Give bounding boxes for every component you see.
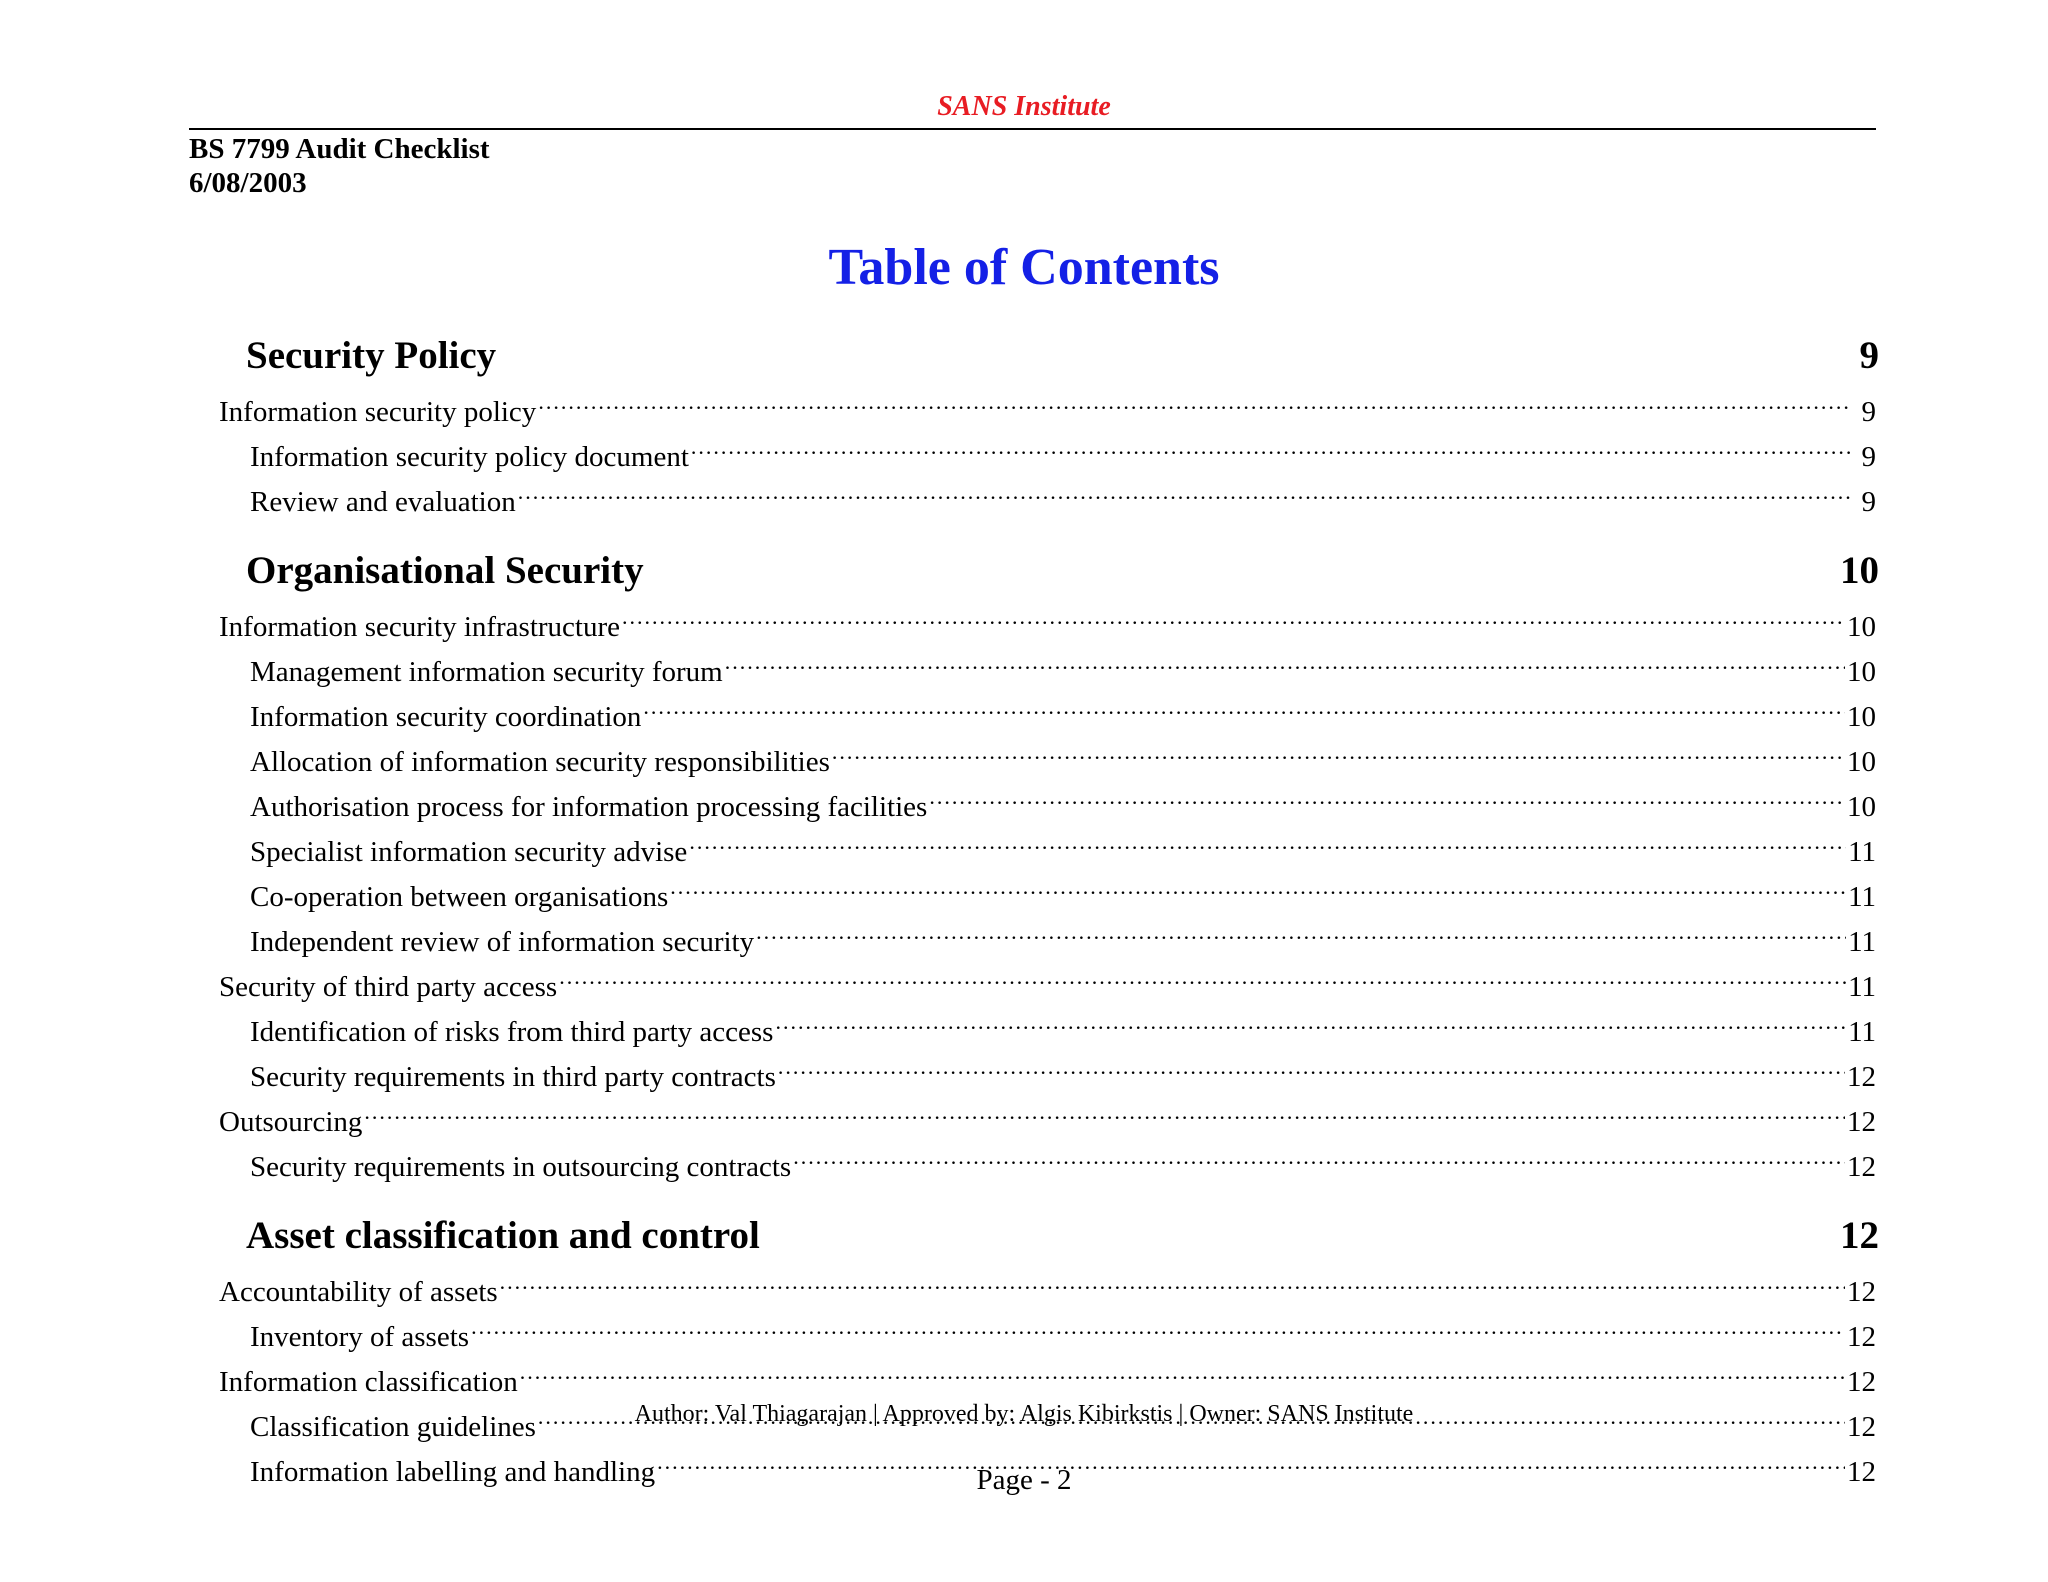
toc-entry[interactable] xyxy=(219,780,1879,825)
toc-entry-page: 9 xyxy=(1861,396,1876,428)
toc-section-title: Organisational Security xyxy=(246,549,644,592)
toc-entry[interactable] xyxy=(219,1095,1879,1140)
toc-entry[interactable] xyxy=(219,1265,1879,1310)
toc-dot-leader xyxy=(793,1140,1845,1176)
toc-entry-page: 10 xyxy=(1847,746,1876,778)
toc-section xyxy=(219,1211,1879,1490)
toc-section-title: Asset classification and control xyxy=(246,1214,760,1257)
toc-entry-page: 11 xyxy=(1848,881,1876,913)
toc-entry-page: 12 xyxy=(1847,1366,1876,1398)
toc-entry-label: Accountability of assets xyxy=(219,1276,498,1308)
toc-dot-leader xyxy=(670,870,1846,906)
toc-section-heading[interactable] xyxy=(219,1211,1879,1261)
toc-entry-page: 9 xyxy=(1861,486,1876,518)
toc-entry-page: 12 xyxy=(1847,1456,1876,1488)
toc-entry-label: Co-operation between organisations xyxy=(250,881,669,913)
toc-section-page: 12 xyxy=(1840,1214,1879,1257)
toc-entry-label: Information security coordination xyxy=(250,701,642,733)
toc-entry[interactable] xyxy=(219,1310,1879,1355)
toc-entry-label: Independent review of information security xyxy=(250,926,755,958)
toc-entry-page: 11 xyxy=(1848,836,1876,868)
toc-entry-page: 10 xyxy=(1847,791,1876,823)
toc-entry[interactable] xyxy=(219,690,1879,735)
toc-entry[interactable] xyxy=(219,915,1879,960)
toc-entry-label: Authorisation process for information processing facilities xyxy=(250,791,928,823)
toc-entry[interactable] xyxy=(219,735,1879,780)
toc-dot-leader xyxy=(559,960,1846,996)
toc-entry-page: 12 xyxy=(1847,1106,1876,1138)
footer-page-number: Page - 2 xyxy=(976,1464,1072,1496)
running-head: SANS Institute xyxy=(937,91,1111,122)
toc-entry-page: 10 xyxy=(1847,611,1876,643)
toc-entry-label: Security requirements in outsourcing contracts xyxy=(250,1151,792,1183)
toc-entry[interactable] xyxy=(219,1005,1879,1050)
toc-entry-label: Review and evaluation xyxy=(250,486,516,518)
toc-entry-page: 12 xyxy=(1847,1151,1876,1183)
toc-dot-leader xyxy=(691,430,1850,466)
toc-section-page: 9 xyxy=(1859,334,1879,377)
footer-author-line: Author: Val Thiagarajan | Approved by: Algis Kibirkstis | Owner: SANS Institute xyxy=(634,1401,1414,1427)
toc-section-heading[interactable] xyxy=(219,546,1879,596)
toc-entry[interactable] xyxy=(219,870,1879,915)
header-rule xyxy=(189,128,1876,130)
document-meta xyxy=(189,132,490,200)
toc-entry-label: Information security infrastructure xyxy=(219,611,621,643)
toc-section xyxy=(219,546,1879,1185)
toc-dot-leader xyxy=(778,1050,1845,1086)
toc-entry-label: Information security policy document xyxy=(250,441,689,473)
toc-entry-label: Information security policy xyxy=(219,396,537,428)
toc-entry-label: Inventory of assets xyxy=(250,1321,470,1353)
toc-entry[interactable] xyxy=(219,385,1879,430)
toc-entry-page: 10 xyxy=(1847,701,1876,733)
toc-section-heading[interactable] xyxy=(219,331,1879,381)
toc-entry[interactable] xyxy=(219,475,1879,520)
toc-entry-page: 12 xyxy=(1847,1276,1876,1308)
toc-section-title: Security Policy xyxy=(246,334,497,377)
toc-entry[interactable] xyxy=(219,825,1879,870)
toc-entry[interactable] xyxy=(219,645,1879,690)
toc-entry-page: 11 xyxy=(1848,926,1876,958)
document-date: 6/08/2003 xyxy=(189,167,307,199)
toc-dot-leader xyxy=(500,1265,1845,1301)
toc-dot-leader xyxy=(929,780,1845,816)
toc-entry-page: 9 xyxy=(1861,441,1876,473)
toc-entry-label: Management information security forum xyxy=(250,656,723,688)
toc-entry-label: Allocation of information security responsibilities xyxy=(250,746,830,778)
toc-dot-leader xyxy=(364,1095,1845,1131)
toc-title: Table of Contents xyxy=(828,239,1220,296)
toc-entry[interactable] xyxy=(219,1140,1879,1185)
toc-dot-leader xyxy=(518,475,1850,511)
toc-section xyxy=(219,331,1879,520)
toc-entry-label: Information labelling and handling xyxy=(250,1456,656,1488)
toc-dot-leader xyxy=(520,1355,1845,1391)
toc-dot-leader xyxy=(538,385,1850,421)
toc-entry-label: Outsourcing xyxy=(219,1106,363,1138)
toc-dot-leader xyxy=(832,735,1845,771)
toc-dot-leader xyxy=(756,915,1846,951)
toc-entry[interactable] xyxy=(219,960,1879,1005)
toc-entry-label: Security of third party access xyxy=(219,971,558,1003)
toc-entry-label: Information classification xyxy=(219,1366,518,1398)
toc-entry-label: Security requirements in third party contracts xyxy=(250,1061,776,1093)
toc-entry-page: 11 xyxy=(1848,971,1876,1003)
toc-dot-leader xyxy=(775,1005,1846,1041)
toc-entry[interactable] xyxy=(219,600,1879,645)
toc-dot-leader xyxy=(622,600,1845,636)
toc-entry-page: 12 xyxy=(1847,1061,1876,1093)
toc-section-page: 10 xyxy=(1840,549,1879,592)
toc-entry[interactable] xyxy=(219,430,1879,475)
toc-entry[interactable] xyxy=(219,1050,1879,1095)
toc-entry[interactable] xyxy=(219,1355,1879,1400)
toc-dot-leader xyxy=(689,825,1846,861)
document-title: BS 7799 Audit Checklist xyxy=(189,133,490,165)
toc-entry-label: Identification of risks from third party access xyxy=(250,1016,774,1048)
toc-entry-page: 11 xyxy=(1848,1016,1876,1048)
toc-entry-page: 12 xyxy=(1847,1321,1876,1353)
toc-entry-page: 12 xyxy=(1847,1411,1876,1443)
toc-entry-page: 10 xyxy=(1847,656,1876,688)
toc-entry-label: Specialist information security advise xyxy=(250,836,688,868)
toc-dot-leader xyxy=(471,1310,1845,1346)
toc-dot-leader xyxy=(725,645,1845,681)
toc-entry-label: Classification guidelines xyxy=(250,1411,536,1443)
toc-dot-leader xyxy=(643,690,1845,726)
table-of-contents xyxy=(219,331,1879,1516)
